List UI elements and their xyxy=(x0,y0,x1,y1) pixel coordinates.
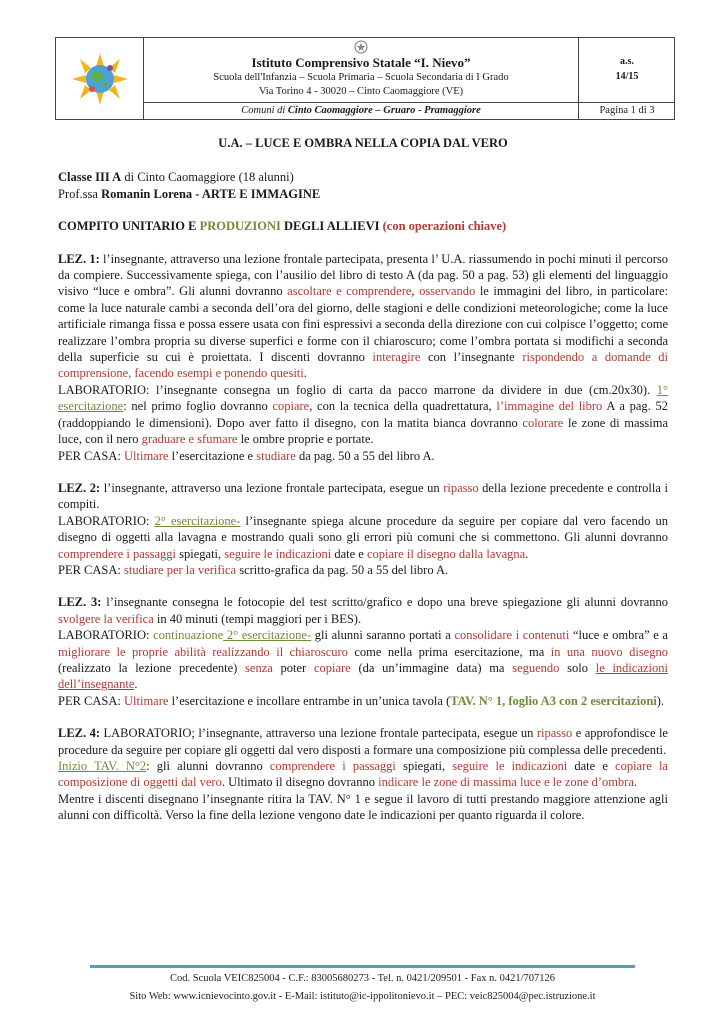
key-operation: consolidare i contenuti xyxy=(454,628,570,643)
text: PER CASA: xyxy=(58,562,124,577)
key-operation: rispondendo a domande di comprensione, facendo esempi e ponendo quesiti xyxy=(58,350,668,381)
text: l’insegnante consegna le fotocopie del test scritto/grafico e dopo una breve spiegazione gli alunni dovranno xyxy=(101,595,668,610)
task-heading-b: PRODUZIONI xyxy=(199,219,281,234)
lesson-3-lab xyxy=(58,627,668,693)
lesson-3-intro xyxy=(58,594,668,627)
text: (da un’immagine data) ma xyxy=(350,660,513,675)
key-operation: graduare e sfumare xyxy=(141,432,238,447)
text: l’insegnante, attraverso una lezione frontale partecipata, presenta l’ U.A. riassumendo in pochi minuti il percorso da compiere. Successivamente spiega, con l’ausilio del libro di testo A (da pag. 50 a pag. 53) gli elementi del linguaggio visivo “luce e ombra”. Gli alunni dovranno xyxy=(58,251,668,299)
key-operation: senza xyxy=(245,660,273,675)
class-name: Classe III A xyxy=(58,170,122,185)
text: . xyxy=(134,677,138,692)
key-operation: indicare le zone di massima luce e le zone d’ombra xyxy=(378,775,634,790)
key-operation: Ultimare xyxy=(124,693,169,708)
task-heading-c: DEGLI ALLIEVI xyxy=(280,219,383,234)
class-detail: di Cinto Caomaggiore (18 alunni) xyxy=(121,170,294,185)
text: date e xyxy=(331,546,367,561)
key-operation: l’immagine del libro xyxy=(496,399,603,414)
key-operation: ripasso xyxy=(536,726,573,741)
document-title: U.A. – LUCE E OMBRA NELLA COPIA DAL VERO xyxy=(218,136,508,150)
key-operation: Ultimare xyxy=(124,448,169,463)
document-body xyxy=(58,135,668,824)
text: le zone di massima luce, con il nero xyxy=(58,415,668,447)
text: spiegati, xyxy=(176,546,225,561)
class-line xyxy=(58,169,668,185)
text: LABORATORIO; l’insegnante, attraverso una lezione frontale partecipata, esegue un xyxy=(100,726,537,741)
lesson-3-label: LEZ. 3: xyxy=(58,595,102,610)
lesson-4-note: Mentre i discenti disegnano l’insegnante ritira la TAV. N° 1 e segue il lavoro di tutti prestando maggiore attenzione agli alunni con difficoltà. Verso la fine della lezione vengono date le indicazioni per quanto riguarda il colore. xyxy=(58,791,668,823)
teacher-line xyxy=(58,186,668,202)
lesson-3-homework xyxy=(58,693,668,709)
text: l’esercitazione e xyxy=(168,448,257,463)
text: l’esercitazione e incollare entrambe in un’unica tavola ( xyxy=(168,693,451,708)
communes-list: Cinto Caomaggiore – Gruaro - Pramaggiore xyxy=(287,105,481,116)
communes-cell xyxy=(144,102,579,120)
school-year-value: 14/15 xyxy=(615,71,639,82)
page-number: Pagina 1 di 3 xyxy=(579,102,675,120)
task-heading-a: COMPITO UNITARIO E xyxy=(58,219,200,234)
lesson-2-label: LEZ. 2: xyxy=(58,480,101,495)
text: le immagini del libro, in particolare: come la luce naturale cambi a seconda dell’ora del giorno, delle stagioni e delle condizioni meteorologiche; come la luce artificiale rimanga fissa e possa essere usata con fini espressivi a seconda della direzione con cui colpisce l’oggetto; come realizzare l’ombra propria su diverse superfici e forme con il chiaroscuro; come l’ombra portata si modifichi a seconda della superficie su cui è proiettata. I discenti dovranno xyxy=(58,284,668,365)
production: 1° esercitazione xyxy=(58,382,668,414)
text: della lezione precedente e controlla i compiti. xyxy=(58,480,668,512)
text: (realizzato la lezione precedente) xyxy=(58,660,246,675)
text: scritto-grafica da pag. 50 a 55 del libro A. xyxy=(236,562,449,577)
key-operation: seguire le indicazioni xyxy=(224,546,332,561)
text: con l’insegnante xyxy=(420,350,523,365)
key-operation: colorare xyxy=(522,415,564,430)
lesson-4-intro xyxy=(58,725,668,758)
text: PER CASA: xyxy=(58,693,124,708)
text: le ombre proprie e portate. xyxy=(237,432,374,447)
text: l’insegnante spiega alcune procedure da seguire per copiare dal vero facendo un disegno di oggetti alla lavagna e mostrando quali sono gli errori più comuni che si commettono. Gli alunni dovranno xyxy=(58,513,668,545)
text: gli alunni saranno portati a xyxy=(311,628,455,643)
key-operation: studiare per la verifica xyxy=(124,562,237,577)
republic-seal-icon xyxy=(354,40,368,54)
school-address: Via Torino 4 - 30020 – Cinto Caomaggiore (VE) xyxy=(258,86,464,97)
text: e approfondisce le procedure da seguire per copiare gli oggetti dal vero disposti a formare una composizione più complessa delle precedenti. xyxy=(58,726,668,757)
key-operation: copiare xyxy=(272,399,310,414)
school-year-label: a.s. xyxy=(620,56,634,67)
text: LABORATORIO: xyxy=(58,513,155,528)
letterhead-table xyxy=(55,37,675,120)
key-operation: in una nuovo disegno xyxy=(550,644,668,659)
key-operation: comprendere i passaggi xyxy=(269,759,396,773)
text: : gli alunni dovranno xyxy=(146,759,270,773)
key-operation: le indicazioni dell’insegnante xyxy=(58,660,668,692)
key-operation: copiare il disegno dalla lavagna xyxy=(366,546,526,561)
key-operation: seguendo xyxy=(512,660,560,675)
footer-rule xyxy=(90,965,635,968)
key-operation: studiare xyxy=(256,448,296,463)
text: . xyxy=(633,775,638,790)
communes-prefix: Comuni di xyxy=(241,105,286,116)
key-operation: migliorare le proprie abilità realizzando il chiaroscuro xyxy=(58,644,348,659)
lesson-4-label: LEZ. 4: xyxy=(58,726,100,741)
logo-cell xyxy=(56,38,144,120)
production: continuazione xyxy=(153,628,224,643)
lesson-2-homework xyxy=(58,562,668,578)
key-operation: ripasso xyxy=(443,480,479,495)
key-operation: svolgere la verifica xyxy=(58,611,154,626)
text: A a pag. 52 (raddoppiando le dimensioni). Dopo aver fatto il disegno, con la matita bianca dovranno xyxy=(58,399,669,430)
text: LABORATORIO: xyxy=(58,628,154,643)
key-operation: copiare xyxy=(313,660,351,675)
text: date e xyxy=(567,759,616,773)
text: l’insegnante, attraverso una lezione frontale partecipata, esegue un xyxy=(100,480,444,495)
text: ). xyxy=(656,693,665,708)
school-levels: Scuola dell'Infanzia – Scuola Primaria – Scuola Secondaria di I Grado xyxy=(213,72,509,83)
key-operation: copiare la composizione di oggetti dal vero xyxy=(58,759,668,790)
task-heading-d: (con operazioni chiave) xyxy=(382,219,507,234)
text: PER CASA: xyxy=(58,448,124,463)
lesson-1-label: LEZ. 1: xyxy=(58,251,100,266)
key-operation: seguire le indicazioni xyxy=(452,759,568,773)
school-info-cell xyxy=(144,38,579,102)
text: da pag. 50 a 55 del libro A. xyxy=(295,448,435,463)
school-year-cell xyxy=(579,38,675,102)
lesson-1-homework xyxy=(58,448,668,464)
footer-contacts: Sito Web: www.icnievocinto.gov.it - E-Mail: istituto@ic-ippolitonievo.it – PEC: veic825004@pec.istruzione.it xyxy=(129,991,596,1002)
production: 2° esercitazione- xyxy=(223,628,312,643)
text: poter xyxy=(272,660,314,675)
key-operation: comprendere i passaggi xyxy=(58,546,177,561)
text: in 40 minuti (tempi maggiori per i BES). xyxy=(153,611,362,626)
text: . xyxy=(525,546,529,561)
text: . Ultimato il disegno dovranno xyxy=(221,775,379,790)
key-operation: interagire xyxy=(372,350,421,365)
task-heading xyxy=(58,218,668,234)
text: LABORATORIO: l’insegnante consegna un foglio di carta da pacco marrone da dividere in due (cm.20x30). xyxy=(58,382,657,397)
production: 2° esercitazione- xyxy=(154,513,241,528)
text: : nel primo foglio dovranno xyxy=(123,399,273,414)
teacher-prefix: Prof.ssa xyxy=(58,186,102,201)
footer-codes: Cod. Scuola VEIC825004 - C.F.: 83005680273 - Tel. n. 0421/209501 - Fax n. 0421/707126 xyxy=(169,973,556,984)
school-name: Istituto Comprensivo Statale “I. Nievo” xyxy=(251,55,471,70)
production: Inizio TAV. N°2 xyxy=(58,759,147,773)
text: spiegati, xyxy=(395,759,453,773)
text: “luce e ombra” e a xyxy=(569,628,668,643)
lesson-1-lab xyxy=(58,382,668,448)
text: , con la tecnica della quadrettatura, xyxy=(309,399,497,414)
sun-globe-logo-icon xyxy=(70,51,130,107)
teacher-name: Romanin Lorena - ARTE E IMMAGINE xyxy=(101,186,321,201)
text: solo xyxy=(559,660,596,675)
key-operation: ascoltare e comprendere xyxy=(287,284,412,299)
key-operation: osservando xyxy=(419,284,476,299)
lesson-4-lab xyxy=(58,758,668,791)
text: come nella prima esercitazione, ma xyxy=(347,644,551,659)
production: TAV. N° 1, foglio A3 con 2 esercitazioni xyxy=(450,693,657,708)
lesson-2-intro xyxy=(58,480,668,513)
text: . xyxy=(303,366,307,381)
lesson-1-intro xyxy=(58,251,668,382)
text: , xyxy=(411,284,420,299)
lesson-2-lab xyxy=(58,513,668,562)
